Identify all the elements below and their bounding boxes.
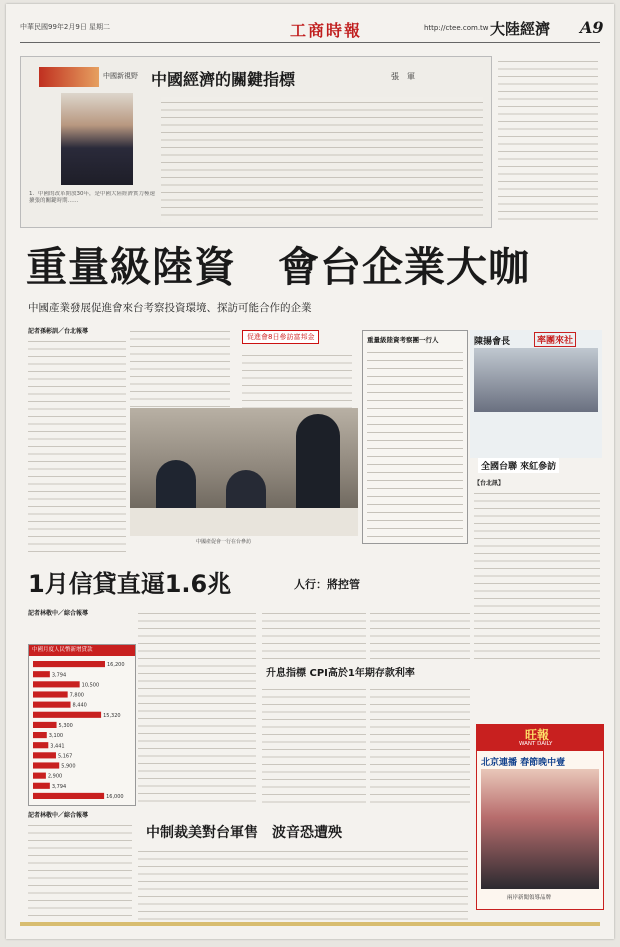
chart-bar [33, 783, 50, 789]
lead-body-col1 [28, 336, 126, 558]
author-photo [61, 93, 133, 185]
chart-bar [33, 732, 47, 738]
chart-bar [33, 661, 105, 667]
lead-subhead: 中國產業發展促進會來台考察投資環境、探訪可能合作的企業 [28, 302, 312, 314]
table-shape [130, 508, 358, 536]
lead-tag-box: 促進會8日參訪富邦金 [242, 330, 319, 344]
chart-bar-value-label: 3,441 [50, 743, 65, 750]
chart-bar-value-label: 2,900 [47, 773, 63, 780]
chart-bar-value-label: 7,800 [69, 692, 84, 699]
column-title: 中國經濟的關鍵指標 [151, 70, 296, 89]
credit-chart-box [28, 644, 136, 806]
chart-title: 中國月度人民幣新增貸款 [29, 645, 135, 656]
lead-headline: 重量級陸資 會台企業大咖 [26, 243, 530, 291]
page-number: A9 [580, 18, 604, 37]
chart-bar-value-label: 3,100 [48, 733, 64, 740]
credit-body-col2 [262, 608, 366, 660]
ad-header [477, 725, 603, 751]
chart-bar [33, 752, 56, 758]
chart-bar [33, 702, 71, 708]
side-photo-caption: 全國台聯 來紅參訪 [478, 458, 559, 473]
bottom-body-col1 [28, 820, 132, 920]
ad-tagline: 兩岸新聞領導品牌 [507, 895, 552, 901]
chart-bar-value-label: 5,900 [61, 763, 76, 770]
chart-bar [33, 793, 104, 799]
chart-bar [33, 722, 57, 728]
chart-bar-value-label: 10,500 [81, 682, 100, 689]
side-story-box [470, 330, 602, 458]
delegation-title: 重量級陸資考察團一行人 [367, 336, 439, 344]
newspaper-page [6, 4, 614, 939]
side-photo-text [474, 416, 598, 438]
side-photo [474, 348, 598, 412]
lead-byline: 記者孫彬訓／台北報導 [28, 328, 89, 335]
credit-body-col4 [262, 684, 366, 804]
delegation-list [367, 347, 463, 537]
column-body [161, 97, 483, 222]
credit-headline: 1月信貸直逼1.6兆 [28, 570, 232, 598]
column-box [20, 56, 492, 228]
chart-bar-value-label: 5,167 [57, 753, 73, 760]
chart-bar-value-label: 16,200 [107, 662, 125, 669]
side-title-prefix: 陳揚會長 [474, 337, 511, 347]
side-story-body [474, 488, 600, 660]
chart-bar-value-label: 3,794 [51, 672, 67, 679]
credit-body-col3 [370, 608, 470, 660]
ad-photo [481, 769, 599, 889]
chart-bar-value-label: 16,000 [106, 794, 124, 800]
credit-byline: 記者林敬中／綜合報導 [28, 610, 89, 617]
credit-bar-chart [31, 659, 133, 801]
paper-name: 工商時報 [290, 21, 363, 40]
chart-bar-value-label: 5,300 [58, 723, 73, 729]
chart-bar [33, 671, 50, 677]
delegation-box [362, 330, 468, 544]
want-daily-ad[interactable] [476, 724, 604, 910]
chart-bar-value-label: 8,440 [72, 702, 87, 709]
chart-bar [33, 742, 48, 748]
chart-bar [33, 762, 59, 768]
column-logo-icon [39, 67, 99, 87]
column-continued [498, 56, 598, 226]
chart-bar-value-label: 3,794 [51, 783, 67, 790]
side-title-box: 率團來社 [534, 332, 576, 347]
credit-body-col1 [138, 608, 256, 804]
credit-body-col5 [370, 684, 470, 804]
paper-url: http://ctee.com.tw [424, 24, 489, 32]
chart-bar [33, 691, 68, 697]
credit-subhead: 升息指標 CPI高於1年期存款利率 [266, 668, 415, 679]
masthead [20, 18, 604, 43]
ad-brand: 旺報 [525, 728, 550, 742]
chart-bar-value-label: 15,320 [103, 712, 121, 719]
column-author: 張 軍 [391, 72, 415, 81]
chart-bar [33, 712, 101, 718]
person-figure-right [296, 414, 340, 522]
ad-brand-en: WANT DAILY [519, 741, 553, 747]
credit-headline-b-prefix [294, 576, 360, 592]
lead-photo [130, 408, 358, 536]
section-name: 大陸經濟 [490, 20, 551, 38]
credit-headline-b: 人行：將控管 [294, 578, 360, 591]
ad-headline: 北京連播 春節晚中壹 [481, 758, 566, 768]
bottom-body [138, 846, 468, 920]
side-byline: 【台北訊】 [474, 480, 505, 487]
lead-photo-caption: 中國產促會一行在台參訪 [196, 539, 252, 545]
date-line: 中華民國99年2月9日 星期二 [20, 23, 111, 31]
bottom-rule [20, 922, 600, 926]
chart-bar [33, 773, 46, 779]
bottom-byline: 記者林敬中／綜合報導 [28, 812, 89, 819]
chart-bar [33, 681, 80, 687]
column-tag: 中國新視野 [103, 72, 138, 80]
bottom-headline: 中制裁美對台軍售 波音恐遭殃 [146, 825, 342, 841]
column-photo-caption: 1．中國的改革開放30年，是中國大陸經濟實力極速擴張的關鍵時期…… [29, 191, 155, 205]
